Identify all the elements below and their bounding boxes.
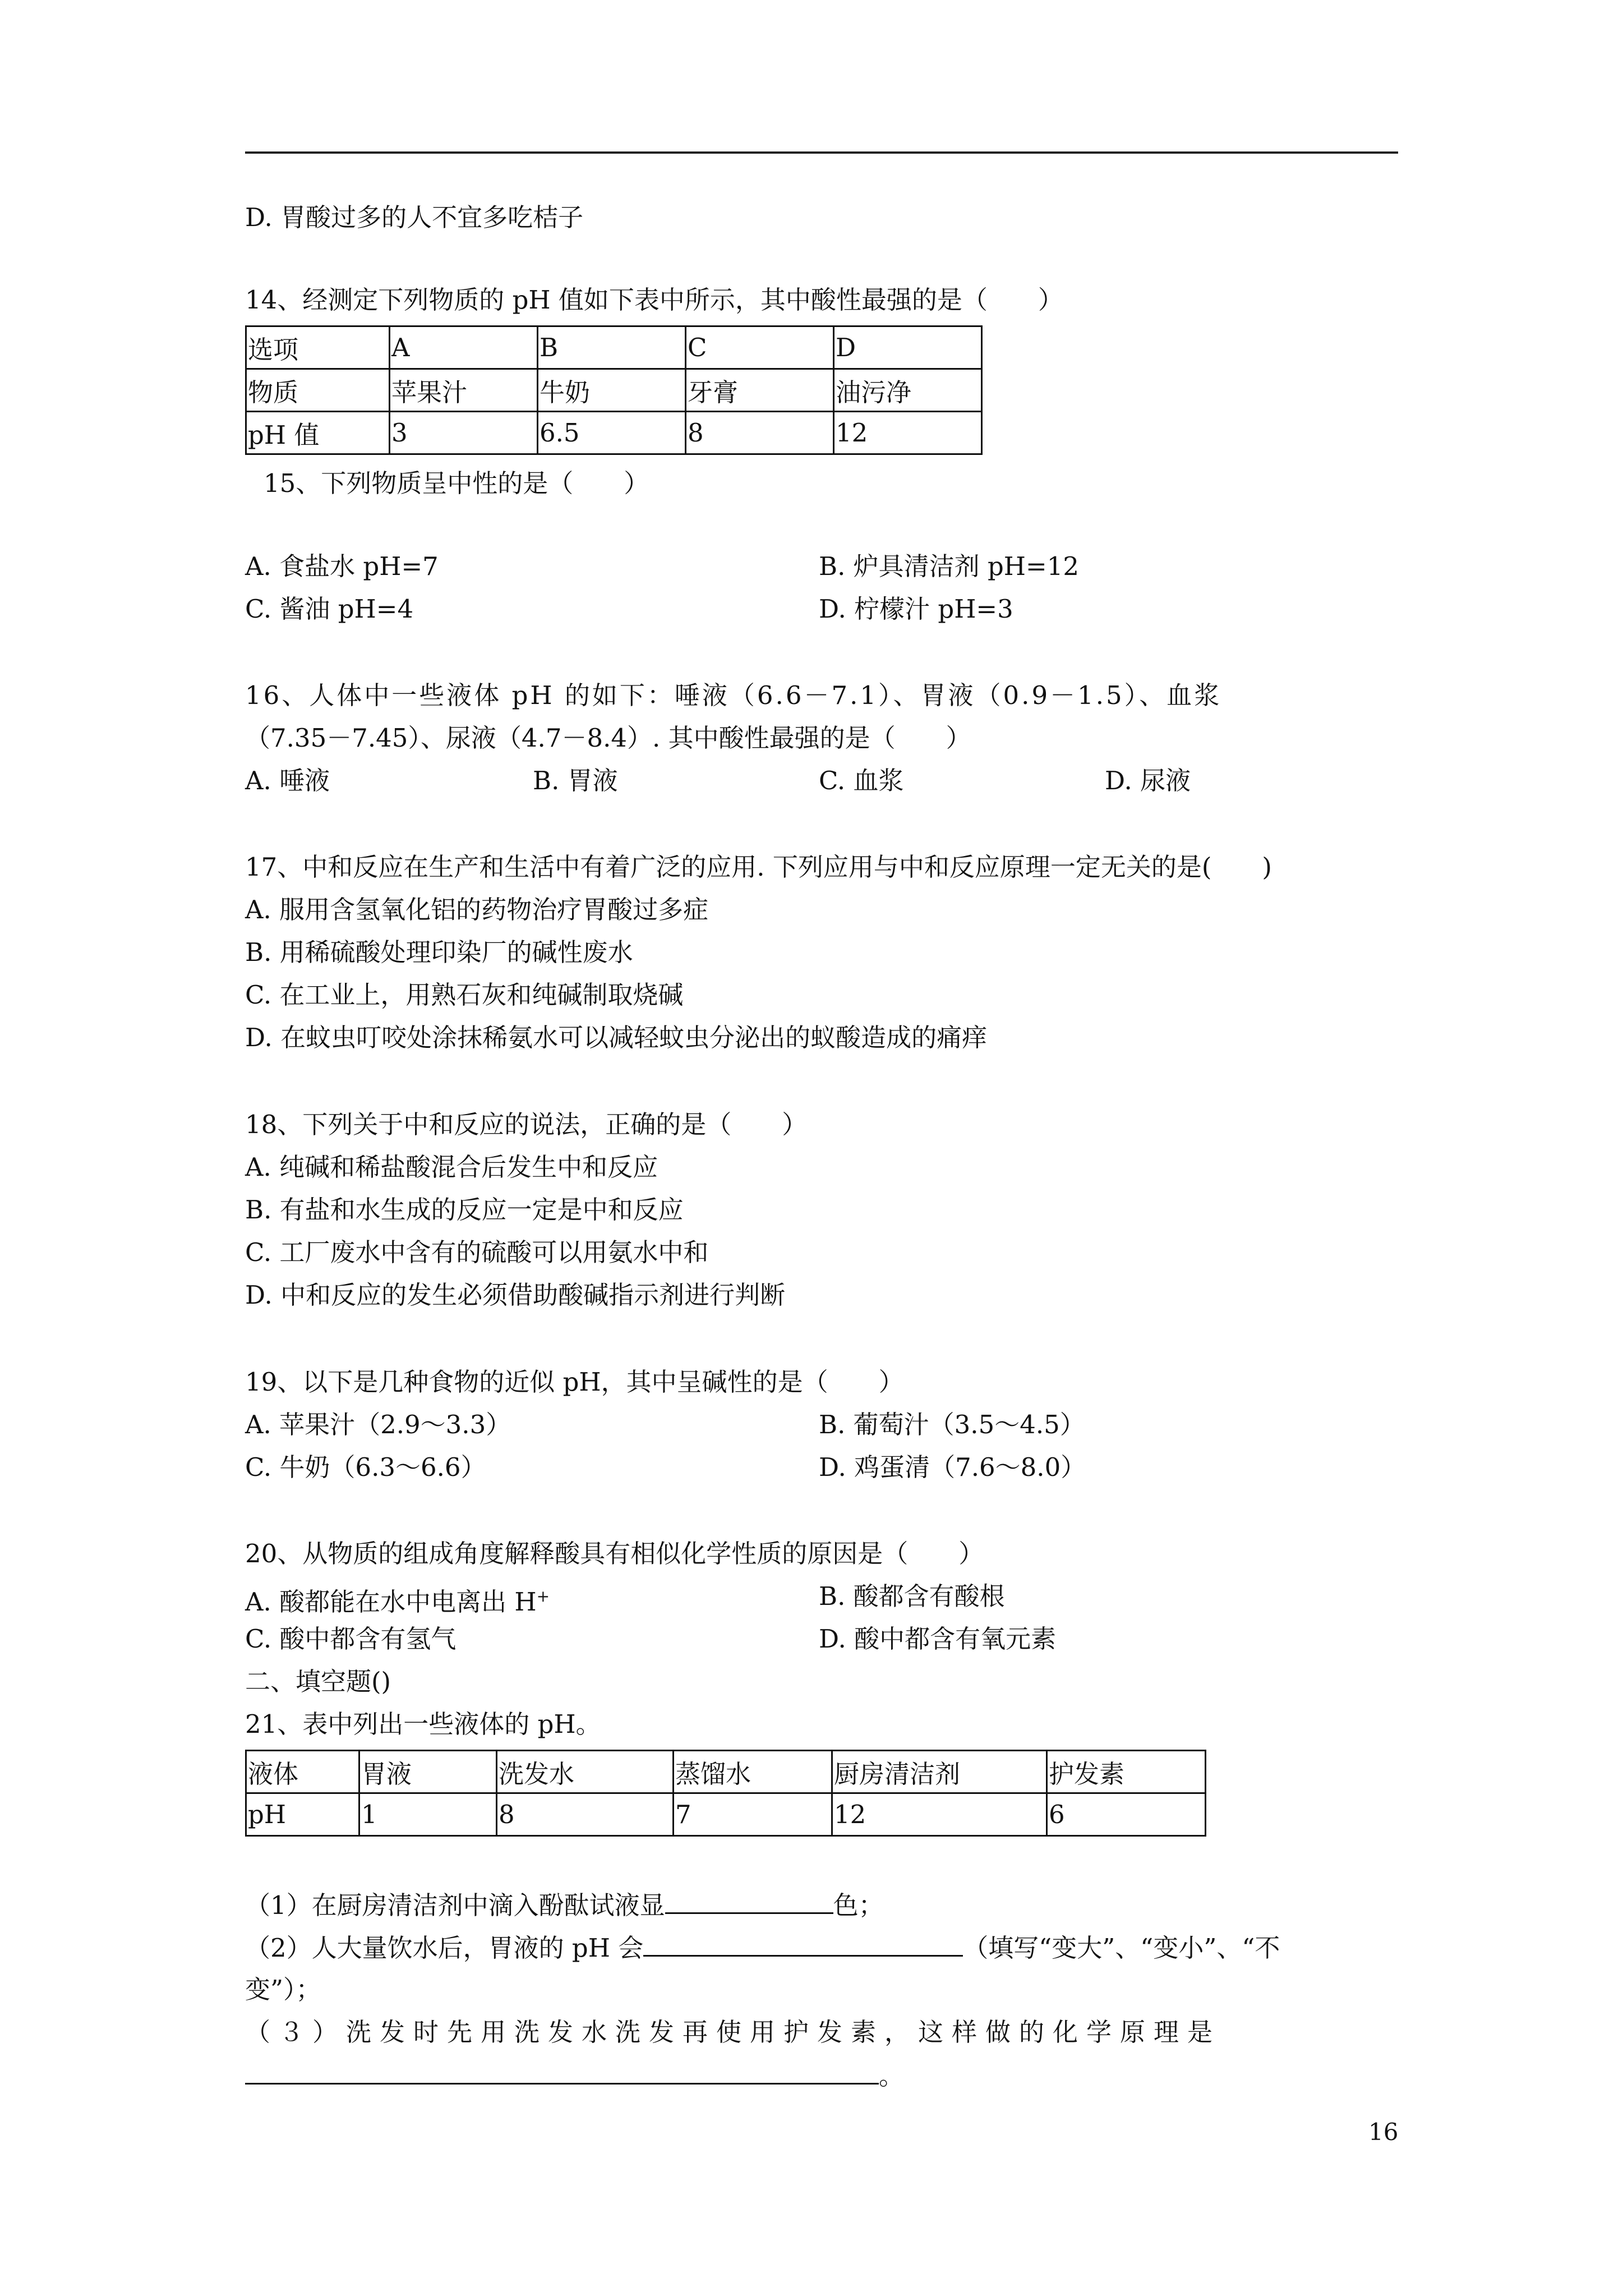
q21-part1-suffix: 色； <box>833 1890 884 1920</box>
q20-stem: 20、从物质的组成角度解释酸具有相似化学性质的原因是（ ） <box>245 1539 984 1568</box>
q16-stem-line1: 16、人体中一些液体 pH 的如下：唾液（6.6－7.1）、胃液（0.9－1.5）、血浆 <box>245 680 1222 710</box>
table-cell: A <box>390 326 538 369</box>
q17-option-c: C. 在工业上，用熟石灰和纯碱制取烧碱 <box>245 980 684 1010</box>
table-cell: pH <box>246 1793 359 1836</box>
page-number: 16 <box>1368 2118 1399 2146</box>
q21-part2 <box>245 1930 1280 1965</box>
table-cell: 油污净 <box>834 369 982 412</box>
q19-stem: 19、以下是几种食物的近似 pH，其中呈碱性的是（ ） <box>245 1367 904 1397</box>
q20-option-d: D. 酸中都含有氧元素 <box>819 1624 1057 1654</box>
q19-option-b: B. 葡萄汁（3.5～4.5） <box>819 1410 1085 1439</box>
table-cell: 苹果汁 <box>390 369 538 412</box>
superscript-plus: + <box>536 1587 550 1605</box>
table-cell: D <box>834 326 982 369</box>
table-row <box>246 369 982 412</box>
q21-part2-suffix: （填写“变大”、“变小”、“不 <box>963 1933 1280 1963</box>
q21-part2-line2: 变”）； <box>245 1975 321 2004</box>
q14-stem: 14、经测定下列物质的 pH 值如下表中所示，其中酸性最强的是（ ） <box>245 285 1063 315</box>
q21-part3: （３）洗发时先用洗发水洗发再使用护发素，这样做的化学原理是 <box>245 2017 1221 2047</box>
q18-option-c: C. 工厂废水中含有的硫酸可以用氨水中和 <box>245 1237 709 1267</box>
q18-option-b: B. 有盐和水生成的反应一定是中和反应 <box>245 1195 684 1225</box>
table-cell: 洗发水 <box>497 1751 674 1793</box>
table-cell: 护发素 <box>1047 1751 1206 1793</box>
q19-option-a: A. 苹果汁（2.9～3.3） <box>245 1410 511 1439</box>
q14-table <box>245 325 983 455</box>
table-cell: pH 值 <box>246 412 390 454</box>
q21-stem: 21、表中列出一些液体的 pH。 <box>245 1709 601 1739</box>
q20-option-a-text: A. 酸都能在水中电离出 H <box>245 1587 537 1617</box>
q21-part2-text: （2）人大量饮水后，胃液的 pH 会 <box>245 1933 644 1963</box>
table-cell: 7 <box>674 1793 832 1836</box>
table-cell: 12 <box>834 412 982 454</box>
q15-option-d: D. 柠檬汁 pH=3 <box>819 594 1013 624</box>
answer-blank-2[interactable] <box>643 1930 963 1957</box>
q20-option-b: B. 酸都含有酸根 <box>819 1581 1005 1611</box>
header-rule <box>245 151 1398 154</box>
q15-option-c: C. 酱油 pH=4 <box>245 594 414 624</box>
table-cell: 12 <box>832 1793 1047 1836</box>
table-cell: 牛奶 <box>538 369 686 412</box>
q17-option-b: B. 用稀硫酸处理印染厂的碱性废水 <box>245 937 633 967</box>
table-cell: 液体 <box>246 1751 359 1793</box>
q17-option-d: D. 在蚊虫叮咬处涂抹稀氨水可以减轻蚊虫分泌出的蚁酸造成的痛痒 <box>245 1023 988 1052</box>
table-cell: 6 <box>1047 1793 1206 1836</box>
table-cell: 厨房清洁剂 <box>832 1751 1047 1793</box>
q16-option-c: C. 血浆 <box>819 766 904 795</box>
table-cell: 牙膏 <box>686 369 834 412</box>
table-row <box>246 412 982 454</box>
answer-blank-3[interactable] <box>245 2058 879 2085</box>
q17-stem: 17、中和反应在生产和生活中有着广泛的应用. 下列应用与中和反应原理一定无关的是( ) <box>245 852 1272 882</box>
table-cell: 6.5 <box>538 412 686 454</box>
table-cell: 选项 <box>246 326 390 369</box>
table-row <box>246 326 982 369</box>
q15-stem: 15、下列物质呈中性的是（ ） <box>264 468 649 498</box>
q20-option-c: C. 酸中都含有氢气 <box>245 1624 457 1654</box>
q21-part1 <box>245 1888 884 1922</box>
q21-table <box>245 1750 1206 1837</box>
table-cell: 胃液 <box>359 1751 497 1793</box>
section-heading: 二、填空题() <box>245 1667 391 1696</box>
q18-option-d: D. 中和反应的发生必须借助酸碱指示剂进行判断 <box>245 1280 786 1310</box>
table-cell: 1 <box>359 1793 497 1836</box>
table-cell: 物质 <box>246 369 390 412</box>
q21-part3-line2 <box>245 2058 904 2093</box>
q16-option-a: A. 唾液 <box>245 766 330 795</box>
q16-stem-line2: （7.35－7.45）、尿液（4.7－8.4）. 其中酸性最强的是（ ） <box>245 723 971 753</box>
q21-part3-end: 。 <box>879 2061 905 2091</box>
q15-option-a: A. 食盐水 pH=7 <box>245 551 439 581</box>
q19-option-d: D. 鸡蛋清（7.6～8.0） <box>819 1452 1086 1482</box>
q13-option-d: D. 胃酸过多的人不宜多吃桔子 <box>245 203 584 232</box>
q20-option-a <box>245 1580 550 1619</box>
table-cell: 3 <box>390 412 538 454</box>
table-cell: 8 <box>686 412 834 454</box>
table-cell: 蒸馏水 <box>674 1751 832 1793</box>
table-cell: B <box>538 326 686 369</box>
q18-stem: 18、下列关于中和反应的说法，正确的是（ ） <box>245 1110 808 1139</box>
answer-blank-1[interactable] <box>665 1888 833 1914</box>
q17-option-a: A. 服用含氢氧化铝的药物治疗胃酸过多症 <box>245 895 709 924</box>
table-cell: 8 <box>497 1793 674 1836</box>
q15-option-b: B. 炉具清洁剂 pH=12 <box>819 551 1079 581</box>
q16-option-d: D. 尿液 <box>1105 766 1191 795</box>
table-cell: C <box>686 326 834 369</box>
q18-option-a: A. 纯碱和稀盐酸混合后发生中和反应 <box>245 1152 658 1182</box>
q21-part1-text: （1）在厨房清洁剂中滴入酚酞试液显 <box>245 1890 665 1920</box>
q16-option-b: B. 胃液 <box>533 766 618 795</box>
q19-option-c: C. 牛奶（6.3～6.6） <box>245 1452 486 1482</box>
table-row <box>246 1751 1206 1793</box>
table-row <box>246 1793 1206 1836</box>
